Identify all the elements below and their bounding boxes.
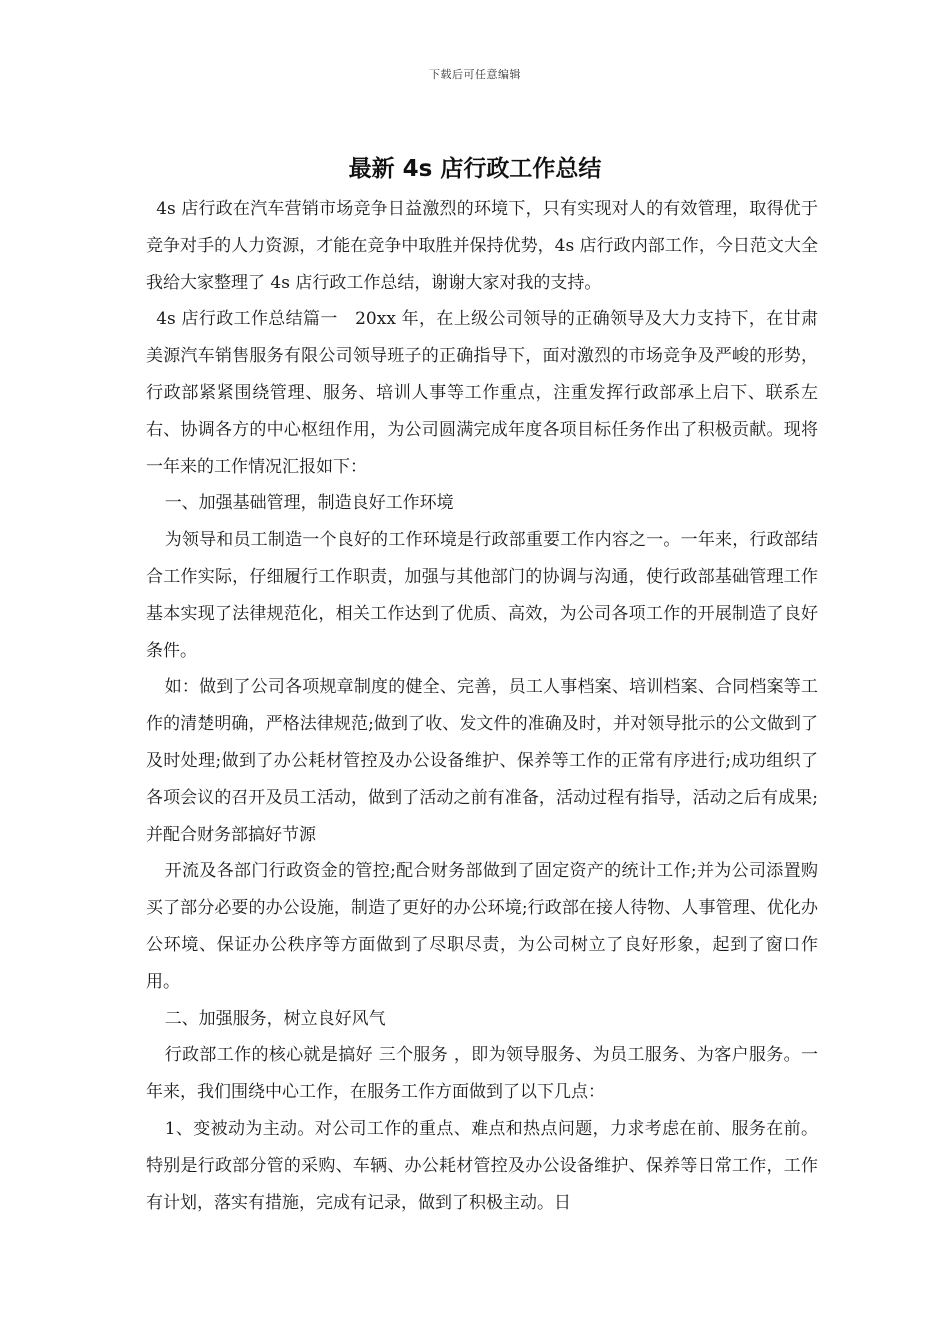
document-title: 最新 4s 店行政工作总结 [348,156,602,182]
section-heading-1: 一、加强基础管理，制造良好工作环境 [164,493,454,514]
paragraph-examples: 如：做到了公司各项规章制度的健全、完善，员工人事档案、培训档案、合同档案等工作的清楚明确，严格法律规范;做到了收、发文件的准确及时，并对领导批示的公文做到了及时处理;做到了办公耗材管控及办公设备维护、保养等工作的正常有序进行;成功组织了各项会议的召开及员工活动，做到了活动之前有准备，活动过程有指导，活动之后有成果;并配合财务部搞好节源 [146,677,818,845]
paragraph-intro: 4s 店行政在汽车营销市场竞争日益激烈的环境下，只有实现对人的有效管理，取得优于竞争对手的人力资源，才能在竞争中取胜并保持优势，4s 店行政内部工作，今日范文大全我给大家整理了 4s 店行政工作总结，谢谢大家对我的支持。 [146,199,818,293]
paragraph-point-1: 1、变被动为主动。对公司工作的重点、难点和热点问题，力求考虑在前、服务在前。特别是行政部分管的采购、车辆、办公耗材管控及办公设备维护、保养等日常工作，工作有计划，落实有措施，完成有记录，做到了积极主动。日 [146,1118,818,1213]
document-body [146,191,818,1221]
header-note: 下载后可任意编辑 [429,68,521,81]
paragraph-summary-opening: 4s 店行政工作总结篇一 20xx 年，在上级公司领导的正确领导及大力支持下，在甘肃美源汽车销售服务有限公司领导班子的正确指导下，面对激烈的市场竞争及严峻的形势，行政部紧紧围绕管理、服务、培训人事等工作重点，注重发挥行政部承上启下、联系左右、协调各方的中心枢纽作用，为公司圆满完成年度各项目标任务作出了积极贡献。现将一年来的工作情况汇报如下： [146,309,818,477]
paragraph-services: 行政部工作的核心就是搞好 三个服务 ，即为领导服务、为员工服务、为客户服务。一年来，我们围绕中心工作，在服务工作方面做到了以下几点： [146,1045,818,1103]
paragraph-continuation: 开流及各部门行政资金的管控;配合财务部做到了固定资产的统计工作;并为公司添置购买了部分必要的办公设施，制造了更好的办公环境;行政部在接人待物、人事管理、优化办公环境、保证办公秩序等方面做到了尽职尽责，为公司树立了良好形象，起到了窗口作用。 [146,861,818,992]
section-heading-2: 二、加强服务，树立良好风气 [164,1008,386,1029]
paragraph-environment: 为领导和员工制造一个良好的工作环境是行政部重要工作内容之一。一年来，行政部结合工作实际，仔细履行工作职责，加强与其他部门的协调与沟通，使行政部基础管理工作基本实现了法律规范化，相关工作达到了优质、高效，为公司各项工作的开展制造了良好条件。 [146,530,818,661]
